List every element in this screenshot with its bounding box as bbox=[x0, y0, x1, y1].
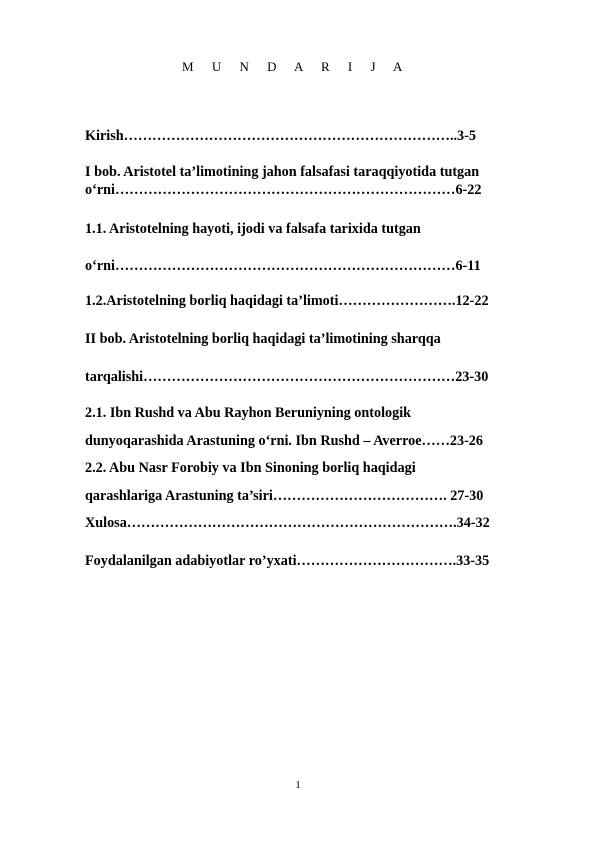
toc-entry-section-2-2-line-2: qarashlariga Arastuning ta’siri………………………………. 27-30 bbox=[85, 488, 484, 504]
contents-title-text: M U N D A R I J A bbox=[182, 59, 410, 74]
toc-entry-section-1-1-line-2: o‘rni………………………………………………………………6-11 bbox=[85, 258, 481, 274]
toc-entry-chapter-1-line-1: I bob. Aristotel ta’limotining jahon falsafasi taraqqiyotida tutgan bbox=[85, 164, 480, 180]
toc-entry-section-1-2: 1.2.Aristotelning borliq haqidagi ta’limoti…………………….12-22 bbox=[85, 293, 489, 309]
toc-entry-section-2-1-line-1: 2.1. Ibn Rushd va Abu Rayhon Beruniyning ontologik bbox=[85, 405, 412, 421]
toc-entry-section-2-1-line-2: dunyoqarashida Arastuning o‘rni. Ibn Rushd – Averroe……23-26 bbox=[85, 433, 483, 449]
toc-entry-xulosa: Xulosa…………………………………………………………….34-32 bbox=[85, 515, 490, 531]
toc-entry-chapter-2-line-2: tarqalishi…………………………………………………………23-30 bbox=[85, 369, 489, 385]
toc-entry-section-2-2-line-1: 2.2. Abu Nasr Forobiy va Ibn Sinoning borliq haqidagi bbox=[85, 460, 416, 476]
toc-entry-section-1-1-line-1: 1.1. Aristotelning hayoti, ijodi va falsafa tarixida tutgan bbox=[85, 221, 421, 237]
toc-entry-kirish: Kirish……………………………………………………………..3-5 bbox=[85, 128, 476, 144]
toc-entry-bibliography: Foydalanilgan adabiyotlar ro’yxati…………………………….33-35 bbox=[85, 553, 490, 569]
contents-title bbox=[0, 59, 596, 75]
page-number: 1 bbox=[295, 779, 301, 791]
toc-entry-chapter-2-line-1: II bob. Aristotelning borliq haqidagi ta’limotining sharqqa bbox=[85, 331, 441, 347]
toc-entry-chapter-1-line-2: o‘rni………………………………………………………………6-22 bbox=[85, 182, 482, 198]
